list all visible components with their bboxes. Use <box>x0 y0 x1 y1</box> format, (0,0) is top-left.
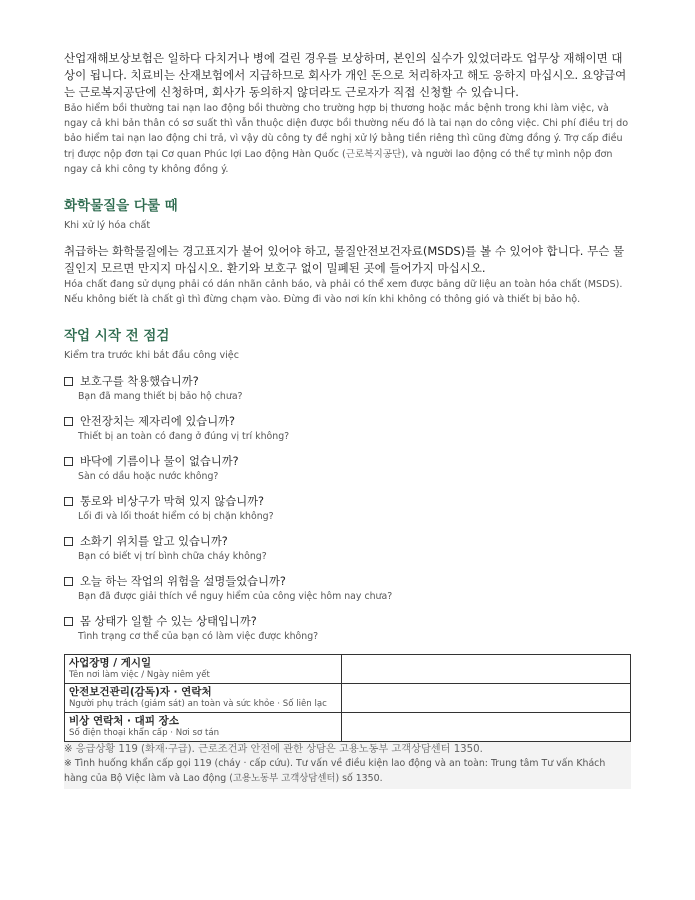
checkbox-icon[interactable] <box>64 537 73 546</box>
checklist-item-vi: Bạn có biết vị trí bình chữa cháy không? <box>78 551 267 563</box>
info-table <box>64 654 631 742</box>
checklist-item-ko: 소화기 위치를 알고 있습니까? <box>80 535 228 549</box>
checklist-item <box>64 533 631 564</box>
checklist-item-vi: Thiết bị an toàn có đang ở đúng vị trí không? <box>78 431 290 443</box>
checklist-section <box>64 327 631 644</box>
checklist-item-ko: 통로와 비상구가 막혀 있지 않습니까? <box>80 495 265 509</box>
table-label-ko: 비상 연락처 · 대피 장소 <box>69 715 179 728</box>
table-row <box>65 713 631 742</box>
chemicals-text-ko: 취급하는 화학물질에는 경고표지가 붙어 있어야 하고, 물질안전보건자료(MSDS)를 볼 수 있어야 합니다. 무슨 물질인지 모르면 만지지 마십시오. 환기와 보호구 없이 밀폐된 곳에 들어가지 마십시오. <box>64 244 625 276</box>
checkbox-icon[interactable] <box>64 417 73 426</box>
emergency-note <box>64 742 631 789</box>
table-label-ko: 사업장명 / 게시일 <box>69 657 152 670</box>
chemicals-heading-vi: Khi xử lý hóa chất <box>64 220 151 232</box>
checkbox-icon[interactable] <box>64 377 73 386</box>
chemicals-text-vi: Hóa chất đang sử dụng phải có dán nhãn cảnh báo, và phải có thể xem được bảng dữ liệu an toàn hóa chất (MSDS). Nếu không biết là chất gì thì đừng chạm vào. Đừng đi vào nơi kín khi không có thông gió và thiết bị bảo hộ. <box>64 279 623 306</box>
checklist-item-ko: 몸 상태가 일할 수 있는 상태입니까? <box>80 615 257 629</box>
checklist-item <box>64 413 631 444</box>
checklist-item <box>64 373 631 404</box>
checklist-item-ko: 오늘 하는 작업의 위험을 설명들었습니까? <box>80 575 286 589</box>
checklist-item <box>64 573 631 604</box>
checklist-item-vi: Lối đi và lối thoát hiểm có bị chặn không? <box>78 511 274 523</box>
emergency-note-vi: ※ Tình huống khẩn cấp gọi 119 (cháy · cấp cứu). Tư vấn về điều kiện lao động và an toàn: Trung tâm Tư vấn Khách hàng của Bộ Việc làm và Lao động (고용노동부 고객상담센터) số 1350. <box>64 758 606 784</box>
chemicals-heading: 화학물질을 다룰 때 <box>64 198 178 215</box>
table-label-cell <box>65 713 342 742</box>
checkbox-icon[interactable] <box>64 617 73 626</box>
table-value-cell[interactable] <box>342 684 631 713</box>
table-label-vi: Tên nơi làm việc / Ngày niêm yết <box>69 670 210 681</box>
checklist-item-vi: Sàn có dầu hoặc nước không? <box>78 471 219 483</box>
table-row <box>65 655 631 684</box>
checklist-item-vi: Tình trạng cơ thể của bạn có làm việc được không? <box>78 631 319 643</box>
table-label-ko: 안전보건관리(감독)자 · 연락처 <box>69 686 212 699</box>
table-value-cell[interactable] <box>342 713 631 742</box>
checklist-item <box>64 613 631 644</box>
checklist-heading-vi: Kiểm tra trước khi bắt đầu công việc <box>64 350 239 362</box>
intro-text-ko: 산업재해보상보험은 일하다 다치거나 병에 걸린 경우를 보상하며, 본인의 실수가 있었더라도 업무상 재해이면 대상이 됩니다. 치료비는 산재보험에서 지급하므로 회사가 개인 돈으로 처리하자고 해도 응하지 마십시오. 요양급여는 근로복지공단에 신청하며, 회사가 동의하지 않더라도 근로자가 직접 신청할 수 있습니다. <box>64 51 627 99</box>
checklist-item-vi: Bạn đã mang thiết bị bảo hộ chưa? <box>78 391 243 403</box>
checkbox-icon[interactable] <box>64 497 73 506</box>
chemicals-section <box>64 197 631 307</box>
emergency-note-ko: ※ 응급상황 119 (화재·구급). 근로조건과 안전에 관한 상담은 고용노동부 고객상담센터 1350. <box>64 744 483 756</box>
checklist-item-vi: Bạn đã được giải thích về nguy hiểm của công việc hôm nay chưa? <box>78 591 393 603</box>
table-label-cell <box>65 655 342 684</box>
table-value-cell[interactable] <box>342 655 631 684</box>
intro-section <box>64 50 631 177</box>
checklist-item-ko: 바닥에 기름이나 물이 없습니까? <box>80 455 239 469</box>
table-label-vi: Người phụ trách (giám sát) an toàn và sức khỏe · Số liên lạc <box>69 699 327 710</box>
table-row <box>65 684 631 713</box>
checklist-item <box>64 493 631 524</box>
document-page <box>64 50 631 789</box>
checkbox-icon[interactable] <box>64 457 73 466</box>
checklist-item-ko: 보호구를 착용했습니까? <box>80 375 199 389</box>
checklist-item-ko: 안전장치는 제자리에 있습니까? <box>80 415 236 429</box>
checklist-heading: 작업 시작 전 점검 <box>64 328 170 345</box>
table-label-cell <box>65 684 342 713</box>
table-label-vi: Số điện thoại khẩn cấp · Nơi sơ tán <box>69 728 220 739</box>
checkbox-icon[interactable] <box>64 577 73 586</box>
checklist-item <box>64 453 631 484</box>
intro-text-vi: Bảo hiểm bồi thường tai nạn lao động bồi thường cho trường hợp bị thương hoặc mắc bệnh trong khi làm việc, và ngay cả khi bản thân có sơ suất thì vẫn thuộc diện được bồi thường nếu đó là tai nạn do công việc. Chi phí điều trị do bảo hiểm tai nạn lao động chi trả, vì vậy dù công ty đề nghị xử lý bằng tiền riêng thì cũng đừng đồng ý. Trợ cấp điều trị được nộp đơn tại Cơ quan Phúc lợi Lao động Hàn Quốc (근로복지공단), và người lao động có thể tự mình nộp đơn ngay cả khi công ty không đồng ý. <box>64 103 629 175</box>
